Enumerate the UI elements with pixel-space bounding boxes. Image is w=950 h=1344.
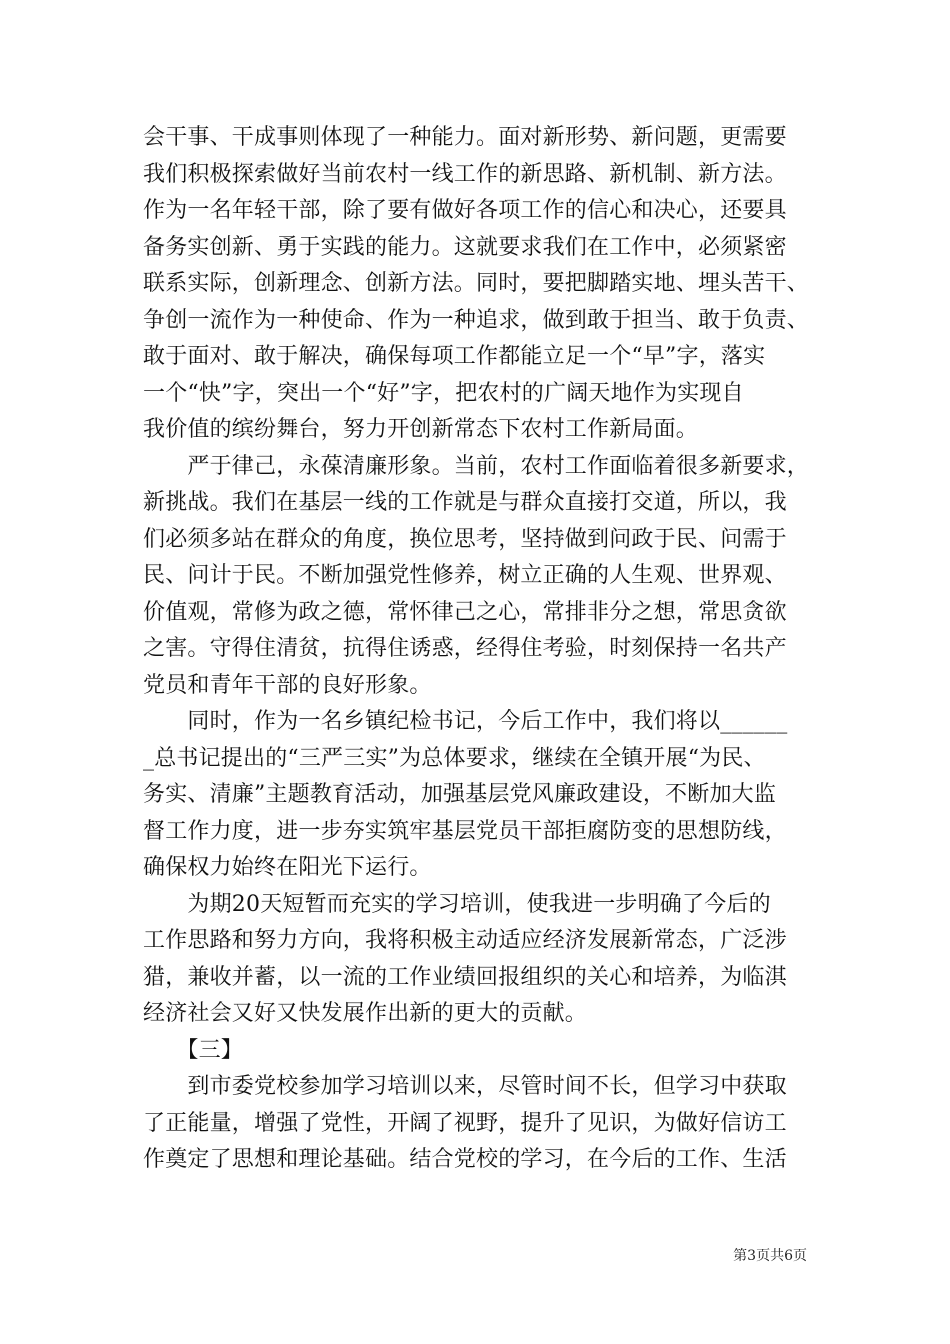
text-line: 新挑战。我们在基层一线的工作就是与群众直接打交道，所以，我 [143, 490, 787, 515]
text-line: _总书记提出的“三严三实”为总体要求，继续在全镇开展“为民、 [143, 745, 766, 771]
text-line: 作奠定了思想和理论基础。结合党校的学习，在今后的工作、生活 [143, 1147, 787, 1172]
text-line: 价值观，常修为政之德，常怀律己之心，常排非分之想，常思贪欲 [143, 599, 787, 625]
text-line: 敢于面对、敢于解决，确保每项工作都能立足一个“早”字，落实 [143, 344, 766, 369]
text-line: 务实、清廉”主题教育活动，加强基层党风廉政建设，不断加大监 [143, 782, 777, 807]
text-line: 联系实际，创新理念、创新方法。同时，要把脚踏实地、埋头苦干、 [143, 271, 810, 296]
paragraph-start-line: 到市委党校参加学习培训以来，尽管时间不长，但学习中获取 [143, 1074, 787, 1099]
text-line: 我们积极探索做好当前农村一线工作的新思路、新机制、新方法。 [143, 161, 787, 187]
text-line: 一个“快”字，突出一个“好”字，把农村的广阔天地作为实现自 [143, 380, 744, 406]
section-heading: 【三】 [143, 1037, 244, 1063]
paragraph-start-line: 同时，作为一名乡镇纪检书记，今后工作中，我们将以______ [143, 709, 788, 734]
paragraph-start-line: 严于律己，永葆清廉形象。当前，农村工作面临着很多新要求， [143, 453, 810, 479]
text-line: 确保权力始终在阳光下运行。 [143, 855, 432, 880]
text-line: 我价值的缤纷舞台，努力开创新常态下农村工作新局面。 [143, 417, 699, 442]
page-number: 第3页共6页 [733, 1248, 807, 1264]
text-line: 工作思路和努力方向，我将积极主动适应经济发展新常态，广泛涉 [143, 928, 787, 953]
text-line: 们必须多站在群众的角度，换位思考，坚持做到问政于民、问需于 [143, 526, 787, 552]
text-line: 猎，兼收并蓄，以一流的工作业绩回报组织的关心和培养，为临淇 [143, 964, 787, 990]
paragraph-start-line: 为期20天短暂而充实的学习培训，使我进一步明确了今后的 [143, 891, 771, 917]
text-line: 督工作力度，进一步夯实筑牢基层党员干部拒腐防变的思想防线， [143, 818, 787, 844]
text-line: 了正能量，增强了党性，开阔了视野，提升了见识，为做好信访工 [143, 1110, 787, 1136]
text-line: 经济社会又好又快发展作出新的更大的贡献。 [143, 1001, 588, 1026]
body-text [143, 120, 810, 1179]
text-line: 党员和青年干部的良好形象。 [143, 672, 432, 698]
text-line: 之害。守得住清贫，抗得住诱惑，经得住考验，时刻保持一名共产 [143, 636, 787, 661]
text-line: 作为一名年轻干部，除了要有做好各项工作的信心和决心，还要具 [143, 198, 787, 223]
text-line: 争创一流作为一种使命、作为一种追求，做到敢于担当、敢于负责、 [143, 307, 810, 333]
text-line: 会干事、干成事则体现了一种能力。面对新形势、新问题，更需要 [143, 125, 787, 150]
text-line: 民、问计于民。不断加强党性修养，树立正确的人生观、世界观、 [143, 563, 787, 588]
text-line: 备务实创新、勇于实践的能力。这就要求我们在工作中，必须紧密 [143, 234, 787, 260]
